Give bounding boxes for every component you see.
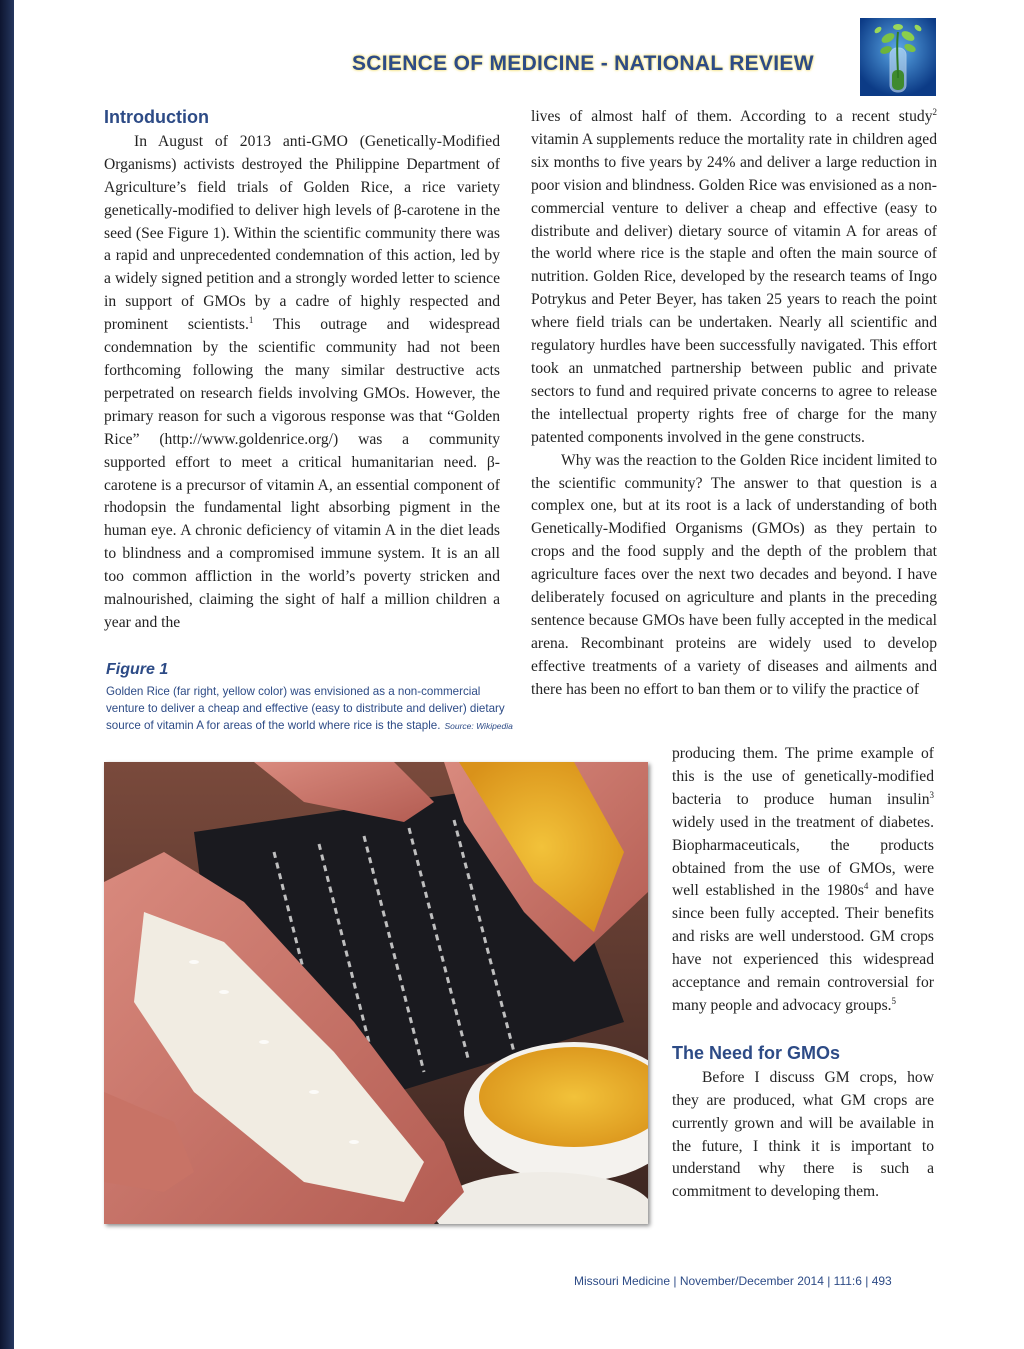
figure-label: Figure 1 xyxy=(106,661,169,678)
intro-text-part1: In August of 2013 anti-GMO (Genetically-Modified Organisms) activists destroyed the Philippine Department of Agriculture’s field trials of Golden Rice, a rice variety genetically-modified to deliver high levels of β-carotene in the seed (See Figure 1). Within the scientific community there was a rapid and unprecedented condemnation of this action, led by a widely signed petition and a strongly worded letter to science in support of GMOs by a cadre of highly respected and prominent scientists. xyxy=(104,132,500,334)
figure-caption-text: Golden Rice (far right, yellow color) was envisioned as a non-commercial venture to deliver a cheap and effective (easy to distribute and deliver) dietary source of vitamin A for areas of the world where rice is the staple. xyxy=(106,685,505,732)
right-column-lower xyxy=(672,743,934,1204)
figure-caption xyxy=(106,683,516,735)
need-for-gmos-heading: The Need for GMOs xyxy=(672,1042,841,1063)
right-p3-text-a: producing them. The prime example of this is the use of genetically-modified bacteria to produce human insulin xyxy=(672,745,934,808)
right-paragraph-1 xyxy=(531,106,937,450)
journal-header-title: SCIENCE OF MEDICINE - NATIONAL REVIEW xyxy=(352,52,814,75)
reference-2: 2 xyxy=(932,106,937,117)
page-edge-bar xyxy=(0,0,14,1349)
right-p3-text-b: widely used in the treatment of diabetes. Biopharmaceuticals, the products obtained from the use of GMOs, were well established in the 1980s xyxy=(672,813,934,900)
right-paragraph-3 xyxy=(672,743,934,1018)
right-p1-text-b: vitamin A supplements reduce the mortality rate in children aged six months to five years by 24% and deliver a large reduction in poor vision and blindness. Golden Rice was envisioned as a non-commercial venture to deliver a cheap and effective (easy to distribute and deliver) dietary source of vitamin A for areas of the world where rice is the staple and often the main source of nutrition. Golden Rice, developed by the research teams of Ingo Potrykus and Peter Beyer, has taken 25 years to reach the point where field trials can be undertaken. Nearly all scientific and regulatory hurdles have been successfully navigated. This effort took an unmatched partnership between public and private sectors to fund and required private concerns to agree to release the intellectual property rights free of charge for the many patented components involved in the gene constructs. xyxy=(531,130,937,446)
right-paragraph-2: Why was the reaction to the Golden Rice incident limited to the scientific community? The answer to that question is a complex one, but at its root is a lack of understanding of both Genetically-Modified Organisms (GMOs) as they pertain to crops and the food supply and the depth of the problem that agriculture faces over the next two decades and beyond. I have deliberately focused on agriculture and plants in the preceding sentence because GMOs have been fully accepted in the medical arena. Recombinant proteins are widely used to develop effective treatments of a variety of diseases and ailments and there has been no effort to ban them or to vilify the practice of xyxy=(531,451,937,698)
reference-4: 4 xyxy=(863,881,869,892)
reference-5: 5 xyxy=(891,995,897,1006)
left-column xyxy=(104,106,500,635)
figure-source: Source: Wikipedia xyxy=(444,721,513,731)
reference-3: 3 xyxy=(929,789,934,800)
right-p1-text-a: lives of almost half of them. According to a recent study xyxy=(531,108,933,125)
plant-in-test-tube-icon xyxy=(860,18,936,96)
right-column-upper xyxy=(531,106,937,702)
intro-paragraph xyxy=(104,131,500,635)
golden-rice-photo xyxy=(104,762,648,1224)
need-for-gmos-paragraph: Before I discuss GM crops, how they are produced, what GM crops are currently grown and will be available in the future, I think it is important to understand why there is such a commitment to developing them. xyxy=(672,1068,934,1201)
right-p3-text-c: and have since been fully accepted. Their benefits and risks are well understood. GM crops have not experienced this widespread acceptance and remain controversial for many people and advocacy groups. xyxy=(672,882,934,1014)
intro-text-part2: This outrage and widespread condemnation by the scientific community had not been forthcoming following the many similar destructive acts perpetrated on research fields involving GMOs. However, the primary reason for such a vigorous response was that “Golden Rice” (http://www.goldenrice.org/) was a community supported effort to meet a critical humanitarian need. β-carotene is a precursor of vitamin A, an essential component of rhodopsin the fundamental light absorbing pigment in the human eye. A chronic deficiency of vitamin A in the diet leads to blindness and a compromised immune system. It is an all too common affliction in the world’s poverty stricken and malnourished, claiming the sight of half a million children a year and the xyxy=(104,316,500,631)
reference-1: 1 xyxy=(248,314,254,325)
page-footer: Missouri Medicine | November/December 2014 | 111:6 | 493 xyxy=(574,1274,892,1288)
introduction-heading: Introduction xyxy=(104,107,209,127)
